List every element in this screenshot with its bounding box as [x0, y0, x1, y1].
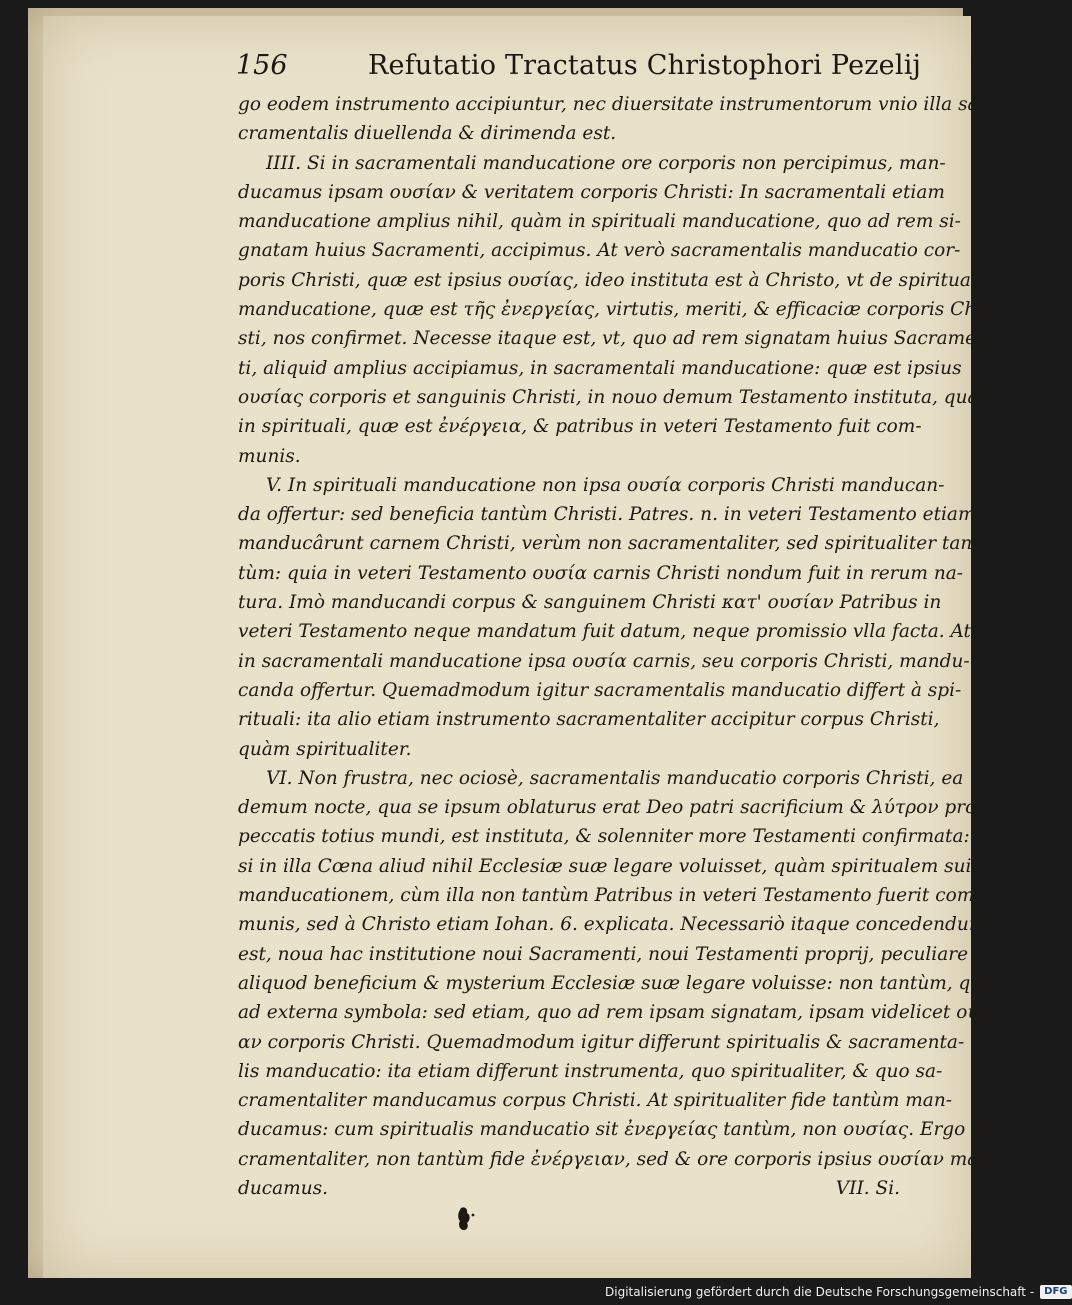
text-line: aliquod beneficium & mysterium Ecclesiæ suæ legare voluisse: non tantùm, quo: [238, 972, 994, 994]
text-line: rituali: ita alio etiam instrumento sacramentaliter accipitur corpus Christi,: [238, 709, 940, 731]
text-line: da offertur: sed beneficia tantùm Christi. Patres. n. in veteri Testamento etiam: [238, 504, 976, 526]
text-line: munis.: [238, 445, 301, 467]
text-line: IIII. Si in sacramentali manducatione ore corporis non percipimus, man-: [266, 152, 946, 174]
text-line: cramentalis diuellenda & dirimenda est.: [238, 123, 617, 145]
final-line-text: ducamus.: [238, 1177, 328, 1199]
text-line: manducatione, quæ est τῆς ἐνεργείας, virtutis, meriti, & efficaciæ corporis Chri-: [238, 299, 998, 321]
page-number: 156: [236, 50, 288, 81]
text-line: manducatione amplius nihil, quàm in spirituali manducatione, quo ad rem si-: [238, 211, 961, 233]
text-line: in spirituali, quæ est ἐνέργεια, & patribus in veteri Testamento fuit com-: [238, 416, 922, 438]
text-line: poris Christi, quæ est ipsius ουσίας, ideo instituta est à Christo, vt de spirituali: [238, 269, 983, 291]
text-line: ducamus ipsam ουσίαν & veritatem corporis Christi: In sacramentali etiam: [238, 181, 945, 203]
text-line: munis, sed à Christo etiam Iohan. 6. explicata. Necessariò itaque concedendum: [238, 914, 987, 936]
final-line: [238, 1174, 900, 1203]
text-line: in sacramentali manducatione ipsa ουσία carnis, seu corporis Christi, mandu-: [238, 650, 970, 672]
text-line: ducamus: cum spiritualis manducatio sit ἐνεργείας tantùm, non ουσίας. Ergo sa-: [238, 1119, 998, 1141]
text-line: cramentaliter manducamus corpus Christi. At spiritualiter fide tantùm man-: [238, 1090, 953, 1112]
text-line: V. In spirituali manducatione non ipsa ουσία corporis Christi manducan-: [266, 474, 945, 496]
text-line: cramentaliter, non tantùm fide ἐνέργειαν, sed & ore corporis ipsius ουσίαν man-: [238, 1148, 997, 1170]
text-line: ad externa symbola: sed etiam, quo ad rem ipsam signatam, ipsam videlicet ουσί-: [238, 1002, 1005, 1024]
text-line: gnatam huius Sacramenti, accipimus. At verò sacramentalis manducatio cor-: [238, 240, 961, 262]
text-line: demum nocte, qua se ipsum oblaturus erat Deo patri sacrificium & λύτρον pro: [238, 797, 977, 819]
text-line: sti, nos confirmet. Necesse itaque est, vt, quo ad rem signatam huius Sacramen-: [238, 328, 995, 350]
text-line: veteri Testamento neque mandatum fuit datum, neque promissio vlla facta. At: [238, 621, 971, 643]
text-line: manducârunt carnem Christi, verùm non sacramentaliter, sed spiritualiter tan-: [238, 533, 979, 555]
digitization-footer: [605, 1283, 1072, 1301]
text-line: si in illa Cœna aliud nihil Ecclesiæ suæ legare voluisset, quàm spiritualem sui: [238, 855, 972, 877]
text-line: est, noua hac institutione noui Sacramenti, noui Testamenti proprij, peculiare: [238, 943, 969, 965]
text-line: VI. Non frustra, nec ociosè, sacramentalis manducatio corporis Christi, ea: [266, 767, 964, 789]
text-line: canda offertur. Quemadmodum igitur sacramentalis manducatio differt à spi-: [238, 679, 962, 701]
running-title: Refutatio Tractatus Christophori Pezelij: [368, 50, 922, 81]
text-line: tùm: quia in veteri Testamento ουσία carnis Christi nondum fuit in rerum na-: [238, 562, 964, 584]
text-line: tura. Imò manducandi corpus & sanguinem Christi κατ' ουσίαν Patribus in: [238, 592, 942, 614]
text-line: αν corporis Christi. Quemadmodum igitur differunt spiritualis & sacramenta-: [238, 1031, 965, 1053]
text-line: manducationem, cùm illa non tantùm Patribus in veteri Testamento fuerit com: [238, 885, 975, 907]
text-line: ουσίας corporis et sanguinis Christi, in nouo demum Testamento instituta, quàm: [238, 386, 997, 408]
footer-credit: Digitalisierung gefördert durch die Deutsche Forschungsgemeinschaft -: [605, 1285, 1035, 1299]
dfg-logo: DFG: [1040, 1285, 1071, 1299]
catchword: VII. Si.: [835, 1177, 900, 1199]
ink-blot-mark: [455, 1205, 477, 1233]
running-header: [236, 50, 922, 90]
text-line: lis manducatio: ita etiam differunt instrumenta, quo spiritualiter, & quo sa-: [238, 1060, 943, 1082]
text-line: go eodem instrumento accipiuntur, nec diuersitate instrumentorum vnio illa sa-: [238, 94, 985, 115]
text-line: quàm spiritualiter.: [238, 738, 412, 760]
body-text: [238, 90, 1005, 1203]
text-line: peccatis totius mundi, est instituta, & solenniter more Testamenti confirmata:: [238, 826, 970, 848]
text-line: ti, aliquid amplius accipiamus, in sacramentali manducatione: quæ est ipsius: [238, 357, 962, 379]
